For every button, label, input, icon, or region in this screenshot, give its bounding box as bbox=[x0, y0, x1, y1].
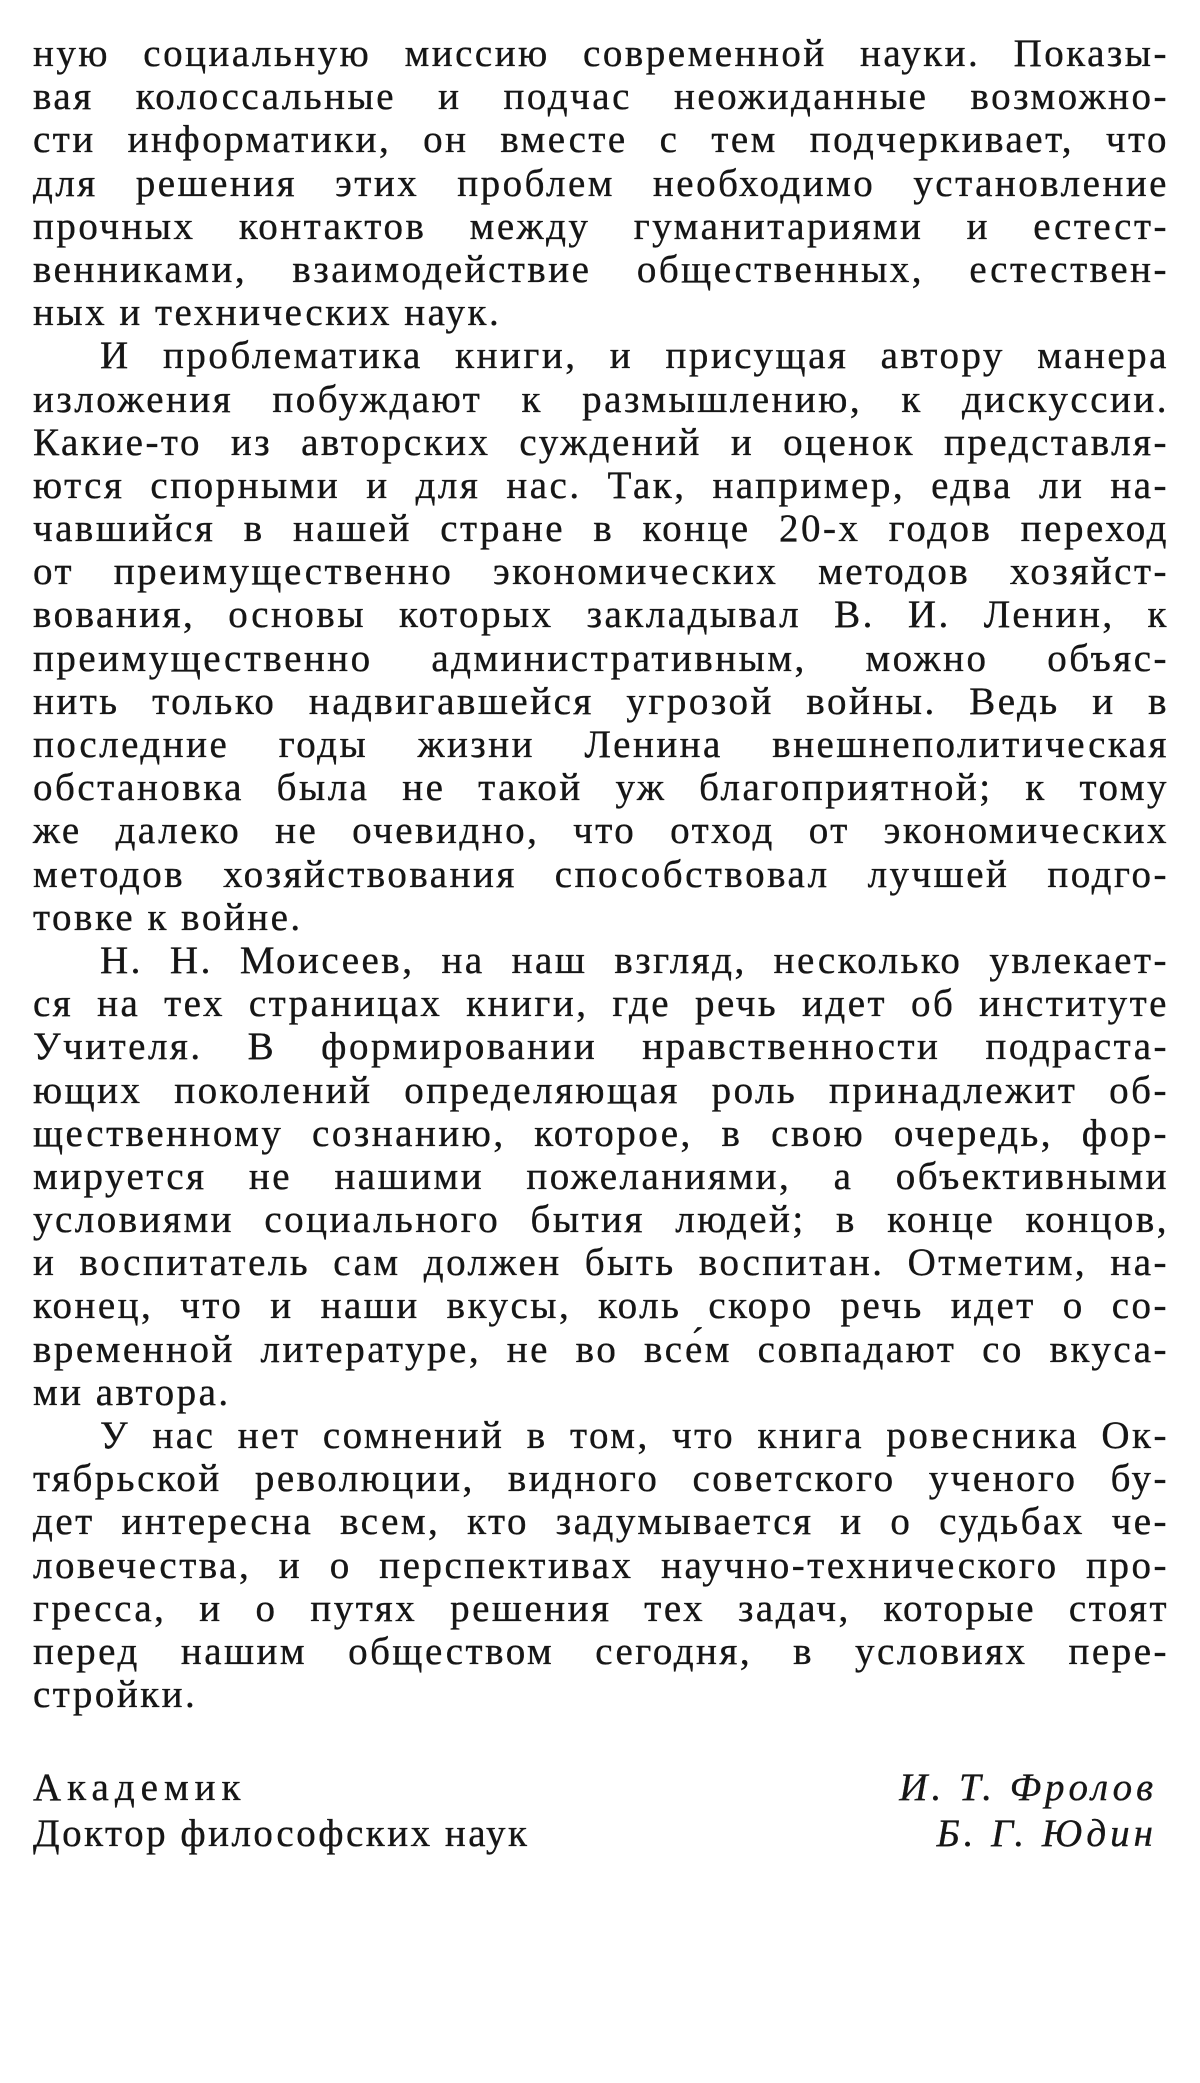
text-line: У нас нет сомнений в том, что книга ровесника Ок- bbox=[100, 1414, 1169, 1457]
text-line: чавшийся в нашей стране в конце 20-х годов переход bbox=[33, 507, 1169, 551]
text-line: ных и технических наук. bbox=[33, 291, 502, 335]
text-line: для решения этих проблем необходимо установление bbox=[33, 161, 1169, 205]
text-line: мируется не нашими пожеланиями, а объективными bbox=[33, 1154, 1169, 1198]
signer-name: И. Т. Фролов bbox=[899, 1766, 1157, 1809]
paragraph-1 bbox=[33, 32, 1169, 334]
signer-title: Академик bbox=[33, 1766, 247, 1809]
text-line: стройки. bbox=[33, 1673, 198, 1717]
text-line: условиями социального бытия людей; в конце концов, bbox=[33, 1198, 1169, 1242]
text-line: ющих поколений определяющая роль принадлежит об- bbox=[33, 1068, 1169, 1112]
text-line: преимущественно административным, можно объяс- bbox=[33, 636, 1169, 680]
text-line: ются спорными и для нас. Так, например, едва ли на- bbox=[33, 463, 1169, 507]
text-line: вая колоссальные и подчас неожиданные возможно- bbox=[33, 75, 1169, 119]
signature-block bbox=[33, 1765, 1157, 1857]
text-line: Н. Н. Моисеев, на наш взгляд, несколько увлекает- bbox=[100, 938, 1169, 982]
text-line: И проблематика книги, и присущая автору манера bbox=[100, 334, 1169, 378]
text-line: сти информатики, он вместе с тем подчеркивает, что bbox=[33, 118, 1169, 162]
text-line: же далеко не очевидно, что отход от экономических bbox=[33, 809, 1169, 853]
document-body bbox=[33, 32, 1169, 1716]
text-line: обстановка была не такой уж благоприятной; к тому bbox=[33, 766, 1169, 810]
text-line: прочных контактов между гуманитариями и естест- bbox=[33, 204, 1169, 248]
text-line: нить только надвигавшейся угрозой войны. Ведь и в bbox=[33, 679, 1169, 723]
text-line: временной литературе, не во все́м совпадают со вкуса- bbox=[33, 1327, 1169, 1371]
text-line: ся на тех страницах книги, где речь идет об институте bbox=[33, 982, 1169, 1026]
signer-title: Доктор философских наук bbox=[33, 1812, 530, 1855]
text-line: изложения побуждают к размышлению, к дискуссии. bbox=[33, 377, 1169, 421]
text-line: ную социальную миссию современной науки. Показы- bbox=[33, 32, 1169, 75]
paragraph-3 bbox=[33, 939, 1169, 1414]
text-line: вования, основы которых закладывал В. И. Ленин, к bbox=[33, 593, 1169, 637]
signer-name: Б. Г. Юдин bbox=[936, 1812, 1157, 1855]
signature-row bbox=[33, 1811, 1157, 1857]
text-line: товке к войне. bbox=[33, 895, 303, 939]
text-line: ми автора. bbox=[33, 1370, 231, 1414]
text-line: ловечества, и о перспективах научно-технического про- bbox=[33, 1543, 1169, 1587]
text-line: дет интересна всем, кто задумывается и о судьбах че- bbox=[33, 1500, 1169, 1544]
text-line: последние годы жизни Ленина внешнеполитическая bbox=[33, 723, 1169, 766]
text-line: тябрьской революции, видного советского ученого бу- bbox=[33, 1457, 1169, 1501]
paragraph-4 bbox=[33, 1414, 1169, 1716]
text-line: гресса, и о путях решения тех задач, которые стоят bbox=[33, 1586, 1169, 1630]
text-line: щественному сознанию, которое, в свою очередь, фор- bbox=[33, 1111, 1169, 1155]
text-line: венниками, взаимодействие общественных, естествен- bbox=[33, 247, 1169, 291]
text-line: конец, что и наши вкусы, коль скоро речь идет о со- bbox=[33, 1284, 1169, 1328]
text-line: перед нашим обществом сегодня, в условиях пере- bbox=[33, 1629, 1169, 1673]
paragraph-2 bbox=[33, 334, 1169, 939]
text-line: и воспитатель сам должен быть воспитан. Отметим, на- bbox=[33, 1241, 1169, 1285]
signature-row bbox=[33, 1765, 1157, 1811]
text-line: Какие-то из авторских суждений и оценок представля- bbox=[33, 420, 1169, 464]
text-line: методов хозяйствования способствовал лучшей подго- bbox=[33, 852, 1169, 896]
text-line: Учителя. В формировании нравственности подраста- bbox=[33, 1025, 1169, 1069]
text-line: от преимущественно экономических методов хозяйст- bbox=[33, 550, 1169, 594]
